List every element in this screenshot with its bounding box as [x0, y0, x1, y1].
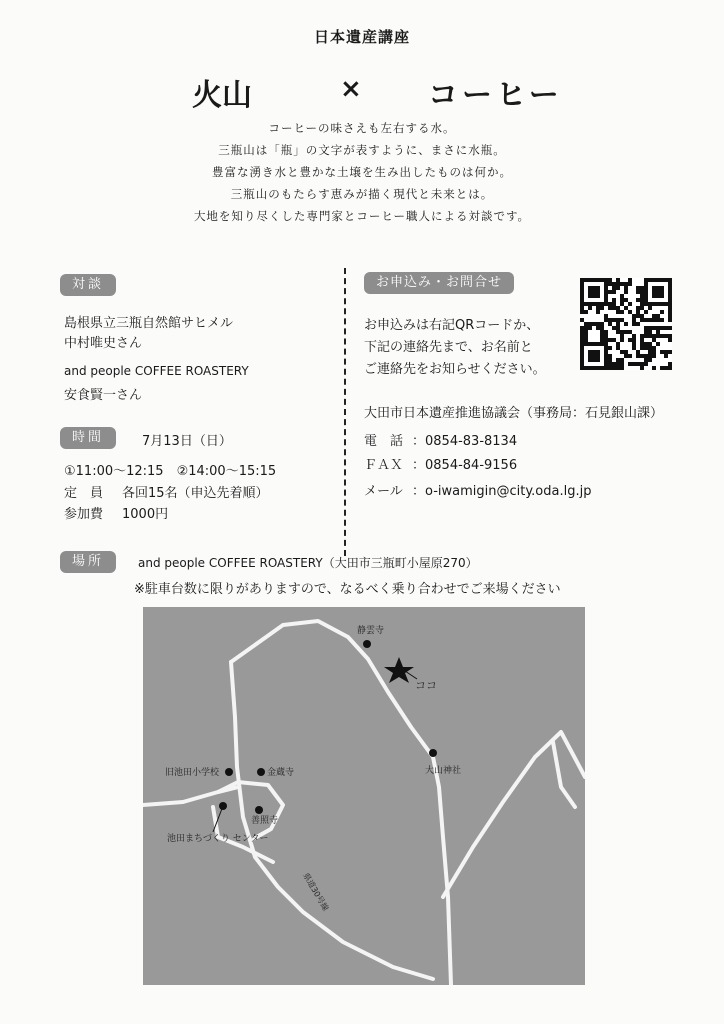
fax-number: ：0854-84-9156: [412, 458, 518, 473]
talk-badge: 対談: [60, 274, 116, 296]
event-date: 7月13日（日）: [142, 434, 232, 449]
mail-address[interactable]: ：o-iwamigin@city.oda.lg.jp: [412, 484, 592, 499]
intro-line-4: 三瓶山のもたらす恵みが描く現代と未来とは。: [230, 187, 494, 201]
venue-badge: 場所: [60, 551, 116, 573]
venue-place: and people COFFEE ROASTERY（大田市三瓶町小屋原270）: [138, 556, 478, 570]
fax-label: ＦＡＸ: [364, 458, 404, 473]
title-cross: ×: [340, 74, 362, 104]
tel-number: ：0854-83-8134: [412, 434, 518, 449]
access-map[interactable]: [143, 607, 585, 985]
map-label-oyama-shrine: 大山神社: [425, 766, 462, 776]
intro-line-3: 豊富な湧き水と豊かな土壌を生み出したものは何か。: [212, 165, 512, 179]
map-label-center: 池田まちづくり センター: [167, 834, 269, 844]
intro-line-5: 大地を知り尽くした専門家とコーヒー職人による対談です。: [193, 209, 531, 223]
capacity-label: 定 員: [64, 486, 104, 501]
speaker1-org: 島根県立三瓶自然館サヒメル: [64, 316, 234, 331]
apply-badge: お申込み・お問合せ: [364, 272, 514, 294]
map-label-temple-mid: 金蔵寺: [267, 768, 295, 778]
capacity-value: 各回15名（申込先着順）: [122, 486, 269, 501]
map-label-school: 旧池田小学校: [165, 768, 220, 778]
venue-note: ※駐車台数に限りがありますので、なるべく乗り合わせでご来場ください: [134, 582, 561, 597]
map-label-temple-low: 善照寺: [251, 816, 279, 826]
organizer: 大田市日本遺産推進協議会（事務局：石見銀山課）: [364, 406, 664, 421]
map-label-route: 県道30号線: [301, 871, 331, 913]
tel-label: 電 話: [364, 434, 404, 449]
session-times: ①11:00～12:15 ②14:00～15:15: [64, 464, 277, 479]
map-label-temple-top: 静雲寺: [357, 626, 385, 636]
apply-line-1: お申込みは右記QRコードか、: [364, 318, 540, 333]
series-title: 日本遺産講座: [313, 28, 410, 46]
time-badge: 時間: [60, 427, 116, 449]
column-divider: [344, 268, 346, 556]
qr-code[interactable]: [580, 278, 672, 370]
map-graphic: [143, 607, 585, 985]
speaker2-org: and people COFFEE ROASTERY: [64, 364, 249, 378]
fee-value: 1000円: [122, 507, 169, 522]
map-label-here: ココ: [415, 679, 437, 692]
qr-code-graphic: [580, 278, 672, 370]
intro-line-1: コーヒーの味さえも左右する水。: [268, 121, 456, 135]
speaker2-name: 安食賢一さん: [64, 388, 143, 403]
title-volcano: 火山: [192, 78, 252, 113]
speaker1-name: 中村唯史さん: [64, 336, 143, 351]
fee-label: 参加費: [64, 507, 104, 522]
apply-line-2: 下記の連絡先まで、お名前と: [364, 340, 533, 355]
intro-line-2: 三瓶山は「瓶」の文字が表すように、まさに水瓶。: [218, 143, 506, 157]
apply-line-3: ご連絡先をお知らせください。: [364, 362, 546, 377]
title-coffee: コーヒー: [428, 78, 563, 113]
mail-label: メール: [364, 484, 403, 499]
